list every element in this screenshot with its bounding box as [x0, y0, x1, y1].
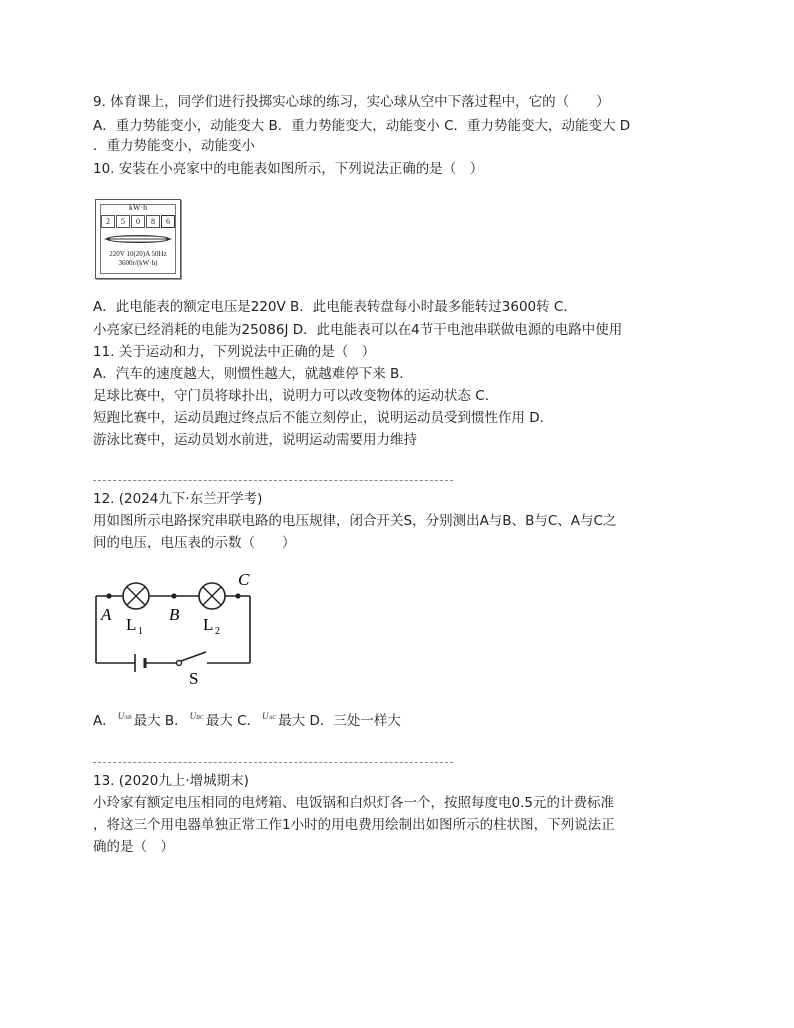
q13-stem: 小玲家有额定电压相同的电烤箱、电饭锅和白炽灯各一个，按照每度电0.5元的计费标准 [93, 795, 614, 811]
lamp-l2-icon [199, 583, 225, 609]
meter-digit: 8 [146, 215, 160, 228]
q11-option-a: A．汽车的速度越大，则惯性越大，就越难停下来 B． [93, 366, 413, 382]
voltage-subscript: AC [268, 715, 277, 721]
q12-option-c-symbol [262, 711, 276, 721]
question-separator [93, 480, 453, 481]
label-c: C [238, 570, 250, 589]
q12-option-a-prefix: A． [93, 713, 116, 729]
label-l1-sub: 1 [138, 626, 143, 637]
q12-option-b-text: 最大 C． [205, 713, 261, 729]
meter-digits [101, 215, 176, 228]
meter-digit: 0 [131, 215, 145, 228]
label-b: B [169, 605, 180, 624]
switch-blade [181, 652, 206, 661]
meter-digit: 5 [116, 215, 130, 228]
q12-options-line [93, 712, 401, 733]
meter-spec: 220V 10(20)A 50Hz [109, 250, 167, 258]
voltage-symbol: U [117, 711, 125, 721]
label-l1: L [126, 615, 137, 634]
voltage-subscript: AB [124, 715, 132, 721]
junction-b [171, 593, 176, 598]
q11-stem: 11. 关于运动和力，下列说法中正确的是（ ） [93, 344, 376, 360]
meter-digit-decimal: 6 [161, 215, 175, 228]
label-s: S [189, 669, 199, 688]
q10-stem: 10. 安装在小亮家中的电能表如图所示，下列说法正确的是（ ） [93, 161, 484, 177]
meter-disc-icon [102, 231, 174, 247]
junction-c [235, 593, 240, 598]
q9-stem: 9. 体育课上，同学们进行投掷实心球的练习，实心球从空中下落过程中，它的（ ） [93, 94, 610, 110]
q11-option-c: 短跑比赛中，运动员跑过终点后不能立刻停止，说明运动员受到惯性作用 D． [93, 410, 554, 426]
q12-stem: 用如图所示电路探究串联电路的电压规律，闭合开关S，分别测出A与B、B与C、A与C之 [93, 513, 617, 529]
q9-options-cont: ．重力势能变小，动能变小 [93, 138, 255, 154]
series-circuit-diagram [93, 568, 263, 692]
q10-options-line: A．此电能表的额定电压是220V B．此电能表转盘每小时最多能转过3600转 C． [93, 299, 577, 315]
q11-option-b: 足球比赛中，守门员将球扑出，说明力可以改变物体的运动状态 C． [93, 388, 499, 404]
voltage-symbol: U [189, 711, 197, 721]
q9-options-line: A．重力势能变小，动能变大 B．重力势能变大，动能变小 C．重力势能变大，动能变大 D [93, 118, 631, 134]
electric-meter-figure [95, 199, 181, 279]
voltage-symbol: U [262, 711, 269, 721]
q12-option-a-symbol [118, 711, 132, 721]
voltage-subscript: BC [196, 715, 204, 721]
q12-option-b-symbol [190, 711, 204, 721]
lamp-l1-icon [123, 583, 149, 609]
q10-options-cont: 小亮家已经消耗的电能为25086J D．此电能表可以在4节干电池串联做电源的电路中使用 [93, 322, 623, 338]
label-l2: L [203, 615, 214, 634]
junction-a [106, 593, 111, 598]
question-separator [93, 762, 453, 763]
q12-option-a-text: 最大 B． [133, 713, 188, 729]
meter-unit: kW·h [128, 203, 148, 212]
q11-option-d: 游泳比赛中，运动员划水前进，说明运动需要用力维持 [93, 432, 417, 448]
label-l2-sub: 2 [215, 626, 220, 637]
q12-source: 12. (2024九下·东兰开学考) [93, 491, 263, 507]
q13-source: 13. (2020九上·增城期末) [93, 773, 249, 789]
meter-rev: 3600r/(kW·h) [118, 259, 158, 267]
q13-stem-end: 确的是（ ） [93, 839, 174, 855]
label-a: A [101, 605, 112, 624]
meter-digit: 2 [101, 215, 115, 228]
q12-stem-cont: 间的电压，电压表的示数（ ） [93, 535, 296, 551]
q13-stem-cont: ，将这三个用电器单独正常工作1小时的用电费用绘制出如图所示的柱状图，下列说法正 [93, 817, 615, 833]
q12-option-c-text: 最大 D．三处一样大 [278, 713, 401, 729]
